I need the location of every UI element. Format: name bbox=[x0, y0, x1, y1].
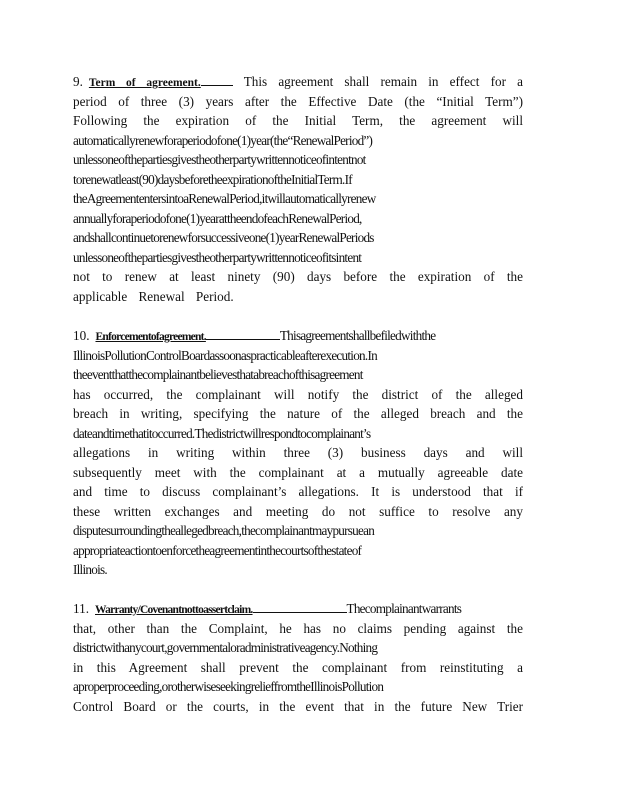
text-line: annuallyforaperiodofone(1)yearattheendofeachRenewalPeriod, bbox=[73, 210, 362, 226]
text-line: unlessoneofthepartiesgivestheotherpartywrittennoticeofintentnot bbox=[73, 152, 366, 167]
text-line: disputesurroundingtheallegedbreach,thecomplainantmaypursuean bbox=[73, 523, 375, 538]
text-line: subsequently meet with the complainant at a mutually agreeable date bbox=[73, 464, 523, 480]
section-heading: Enforcementofagreement. bbox=[95, 331, 206, 343]
text-line: automaticallyrenewforaperiodofone(1)year(the“RenewalPeriod”) bbox=[73, 132, 373, 148]
text-line: unlessoneofthepartiesgivestheotherpartywrittennoticeofitsintent bbox=[73, 249, 362, 265]
text-line: Thisagreementshallbefiledwiththe bbox=[279, 328, 436, 343]
section-number: 10. bbox=[73, 328, 90, 343]
text-line: in this Agreement shall prevent the complainant from reinstituting a bbox=[73, 659, 523, 675]
text-line: Illinois. bbox=[73, 562, 107, 577]
section-heading: Term of agreement. bbox=[88, 77, 201, 89]
text-line: districtwithanycourt,governmentaloradministrativeagency.Nothing bbox=[73, 640, 378, 655]
text-line: that, other than the Complaint, he has no claims pending against the bbox=[73, 620, 523, 636]
text-line: applicable Renewal Period. bbox=[73, 288, 234, 304]
text-line: dateandtimethatitoccurred.Thedistrictwillrespondtocomplainant’s bbox=[73, 425, 371, 441]
text-line: appropriateactiontoenforcetheagreementinthecourtsofthestateof bbox=[73, 542, 362, 558]
text-line: and time to discuss complainant’s allegations. It is understood that if bbox=[73, 484, 523, 499]
section-first-line bbox=[73, 72, 523, 92]
section-term-of-agreement bbox=[73, 72, 523, 306]
text-line: Following the expiration of the Initial Term, the agreement will bbox=[73, 113, 523, 128]
text-line: theAgreemententersintoaRenewalPeriod,itwillautomaticallyrenew bbox=[73, 191, 376, 206]
heading-underline-rule bbox=[206, 328, 280, 340]
text-line: period of three (3) years after the Effective Date (the “Initial Term”) bbox=[73, 93, 523, 109]
section-first-line bbox=[73, 326, 523, 346]
text-line: these written exchanges and meeting do not suffice to resolve any bbox=[73, 503, 523, 519]
text-line: Control Board or the courts, in the event that in the future New Trier bbox=[73, 698, 523, 714]
section-first-line bbox=[73, 599, 523, 619]
heading-underline-rule bbox=[253, 601, 347, 613]
text-line: IllinoisPollutionControlBoardassoonaspracticableafterexecution.In bbox=[73, 347, 377, 363]
section-warranty-covenant bbox=[73, 599, 523, 716]
section-heading: Warranty/Covenantnottoassertclaim. bbox=[95, 604, 253, 616]
section-number: 11. bbox=[73, 601, 89, 616]
heading-underline-rule bbox=[201, 74, 233, 86]
text-line: not to renew at least ninety (90) days before the expiration of the bbox=[73, 269, 523, 284]
text-line: breach in writing, specifying the nature of the alleged breach and the bbox=[73, 406, 523, 421]
text-line: has occurred, the complainant will notify the district of the alleged bbox=[73, 386, 523, 402]
section-number: 9. bbox=[73, 74, 83, 89]
text-line: theeventthatthecomplainantbelievesthatabreachofthisagreement bbox=[73, 367, 363, 382]
text-line: aproperproceeding,orotherwiseseekingrelieffromtheIllinoisPollution bbox=[73, 679, 384, 694]
text-line: torenewatleast(90)daysbeforetheexpirationoftheInitialTerm.If bbox=[73, 171, 352, 187]
text-line: This agreement shall remain in effect for a bbox=[243, 74, 523, 89]
section-enforcement-of-agreement bbox=[73, 326, 523, 580]
text-line: andshallcontinuetorenewforsuccessiveone(1)yearRenewalPeriods bbox=[73, 230, 374, 245]
text-line: Thecomplainantwarrants bbox=[346, 601, 462, 616]
text-line: allegations in writing within three (3) business days and will bbox=[73, 445, 523, 460]
